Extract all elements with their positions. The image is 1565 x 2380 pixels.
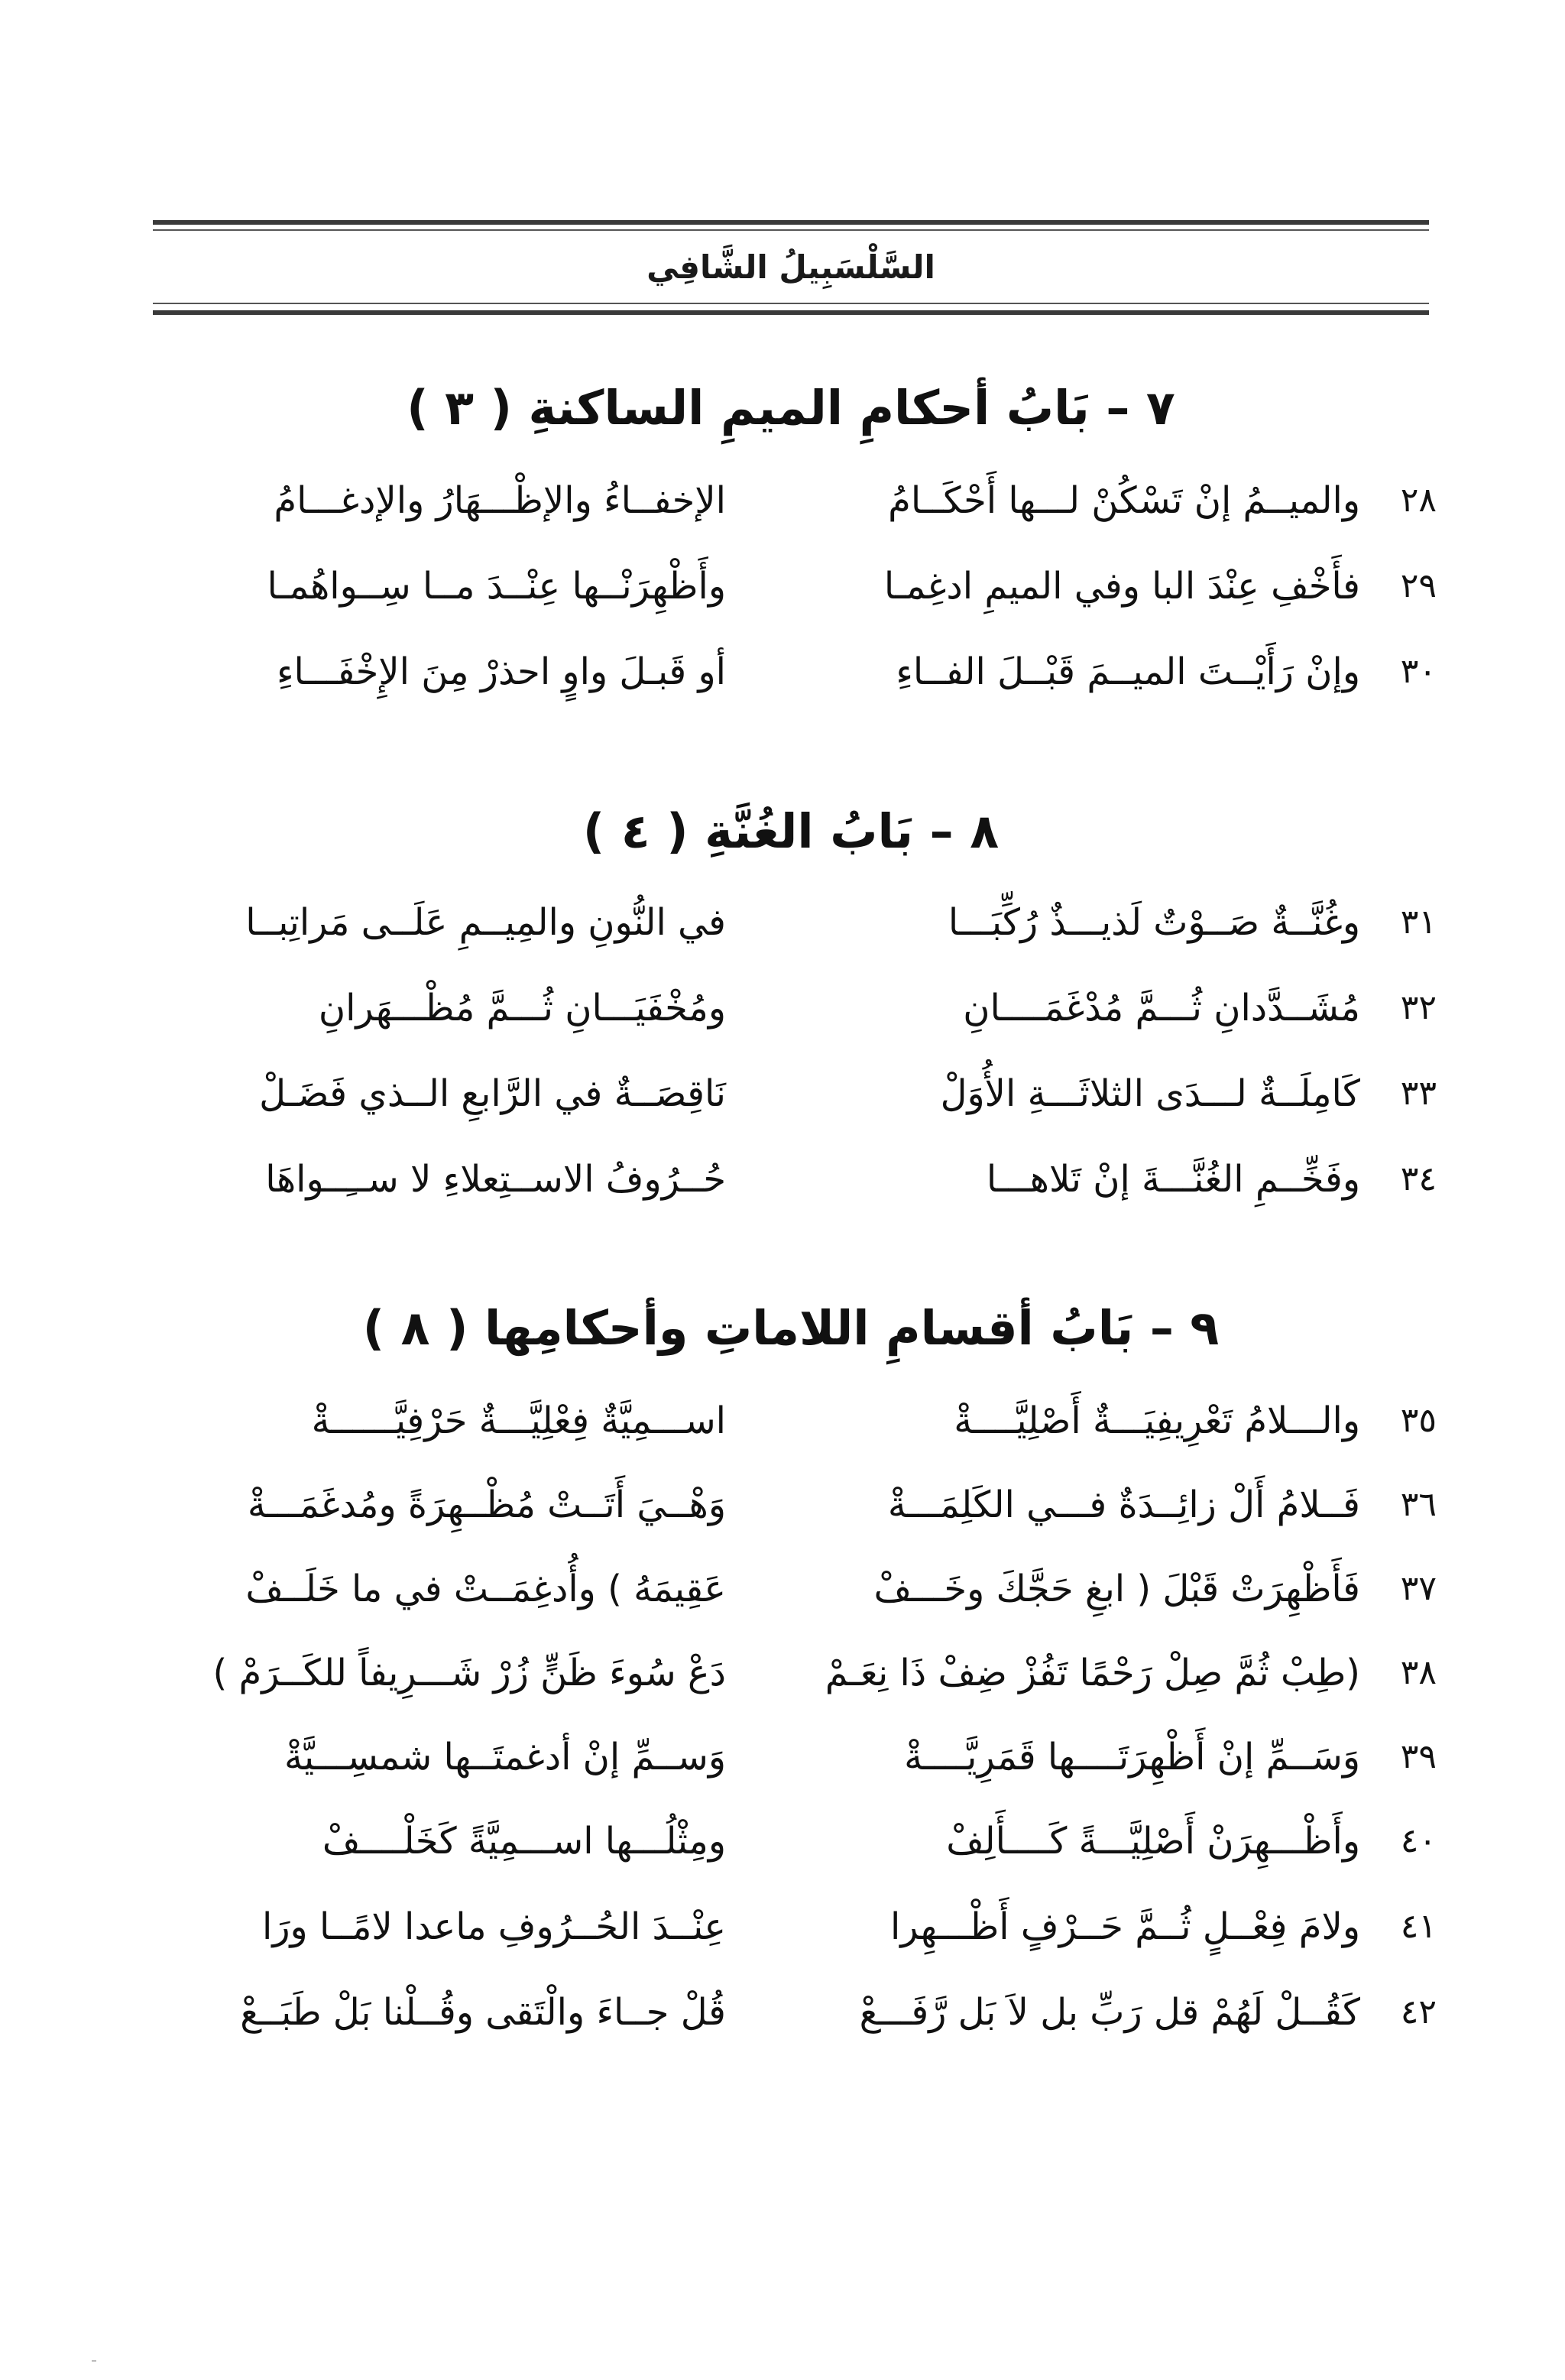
verse-number: ٣٣ [1400, 1074, 1437, 1113]
first-hemistich: وفَخِّــمِ الغُنَّـــةَ إنْ تَلاهـــا [986, 1158, 1360, 1201]
header-top-rule-thin [153, 229, 1429, 231]
book-title: السَّلْسَبِيلُ الشَّافِي [646, 248, 935, 286]
verse-line [145, 888, 1437, 957]
first-hemistich: والميــمُ إنْ تَسْكُنْ لـــها أَحْكَــامُ [888, 479, 1360, 522]
first-hemistich: فَأَظْهِرَتْ قَبْلَ ( ابغِ حَجَّكَ وخَـــفْ [873, 1568, 1360, 1610]
header-top-rule-thick [153, 220, 1429, 225]
running-header [153, 217, 1429, 321]
second-hemistich: اســـمِيَّةٌ فِعْلِيَّـــةٌ حَرْفِيَّــــــةْ [311, 1399, 726, 1442]
second-hemistich: نَاقِصَــةٌ في الرَّابعِ الــذي فَضَـلْ [259, 1072, 726, 1115]
second-hemistich: عِنْــدَ الحُــرُوفِ ماعدا لامًــا ورَا [261, 1905, 726, 1948]
second-hemistich: الإخفــاءُ والإظْـــهَارُ والإدغـــامُ [274, 479, 726, 522]
verse-line [145, 1639, 1437, 1707]
verse-line [145, 466, 1437, 535]
first-hemistich: وَسَــمِّ إنْ أَظْهِرَتَــــها قَمَرِيَّــــةْ [904, 1736, 1360, 1779]
second-hemistich: ومِثْلُـــها اســـمِيَّةً كَخَلْــــفْ [322, 1820, 726, 1863]
verse-line [145, 1978, 1437, 2047]
verse-number: ٣٦ [1400, 1485, 1437, 1524]
second-hemistich: في النُّونِ والمِيــمِ عَلَــى مَراتِبــا [245, 901, 726, 944]
verse-number: ٤١ [1400, 1907, 1437, 1946]
verse-number: ٣٠ [1400, 652, 1437, 691]
first-hemistich: وأَظْـــهِرَنْ أَصْلِيَّـــةً كَــــأَلِفْ [946, 1820, 1360, 1863]
second-hemistich: دَعْ سُوءَ ظَنٍّ زُرْ شَـــرِيفاً للكَــرَمْ ) [212, 1652, 726, 1694]
section-title: ٧ – بَابُ أحكامِ الميمِ الساكنةِ ( ٣ ) [407, 380, 1175, 436]
second-hemistich: قُلْ جــاءَ والْتَقى وقُــلْنا بَلْ طَبَــعْ [240, 1991, 726, 2034]
first-hemistich: والـــلامُ تَعْرِيفِيَـــةٌ أَصْلِيَّــــةْ [954, 1399, 1360, 1442]
section-title: ٩ – بَابُ أقسامِ اللاماتِ وأحكامِها ( ٨ ) [362, 1300, 1220, 1356]
verse-line [145, 1386, 1437, 1455]
verse-number: ٣٤ [1400, 1159, 1437, 1198]
verse-line [145, 1555, 1437, 1623]
first-hemistich: وإنْ رَأَيْــتَ الميــمَ قَبْــلَ الفــاءِ [896, 650, 1360, 693]
verse-line [145, 974, 1437, 1042]
section-title: ٨ – بَابُ الغُنَّةِ ( ٤ ) [582, 803, 1000, 859]
verse-number: ٤٢ [1400, 1993, 1437, 2031]
first-hemistich: فأَخْفِ عِنْدَ البا وفي الميمِ ادغِمـا [883, 565, 1360, 608]
verse-line [145, 1145, 1437, 1214]
first-hemistich: كَامِلَــةٌ لـــدَى الثلاثَـــةِ الأُوَلْ [940, 1072, 1360, 1115]
second-hemistich: عَقِيمَهُ ) وأُدغِمَــتْ في ما خَلَــفْ [245, 1568, 726, 1610]
header-bottom-rule-thin [153, 303, 1429, 304]
verse-number: ٣١ [1400, 903, 1437, 942]
verse-number: ٤٠ [1400, 1821, 1437, 1860]
scan-mark [92, 2360, 96, 2362]
header-bottom-rule-thick [153, 310, 1429, 315]
verse-line [145, 1723, 1437, 1791]
verse-number: ٣٨ [1400, 1653, 1437, 1692]
verse-line [145, 1807, 1437, 1876]
first-hemistich: كَقُــلْ لَهُمْ قل رَبِّ بل لاَ بَل رَّفَـــعْ [859, 1991, 1360, 2034]
first-hemistich: (طِبْ ثُمَّ صِلْ رَحْمًا تَفُزْ ضِفْ ذَا نِعَـمْ [825, 1652, 1360, 1694]
first-hemistich: ولامَ فِعْــلٍ ثُــمَّ حَــرْفٍ أَظْـــهِرا [889, 1905, 1360, 1948]
verse-line [145, 552, 1437, 621]
first-hemistich: وغُنَّــةٌ صَــوْتٌ لَذيـــذٌ رُكِّبَـــا [948, 901, 1360, 944]
second-hemistich: وأَظْهِرَنْــها عِنْــدَ مــا سِــواهُمـا [267, 565, 726, 608]
verse-line [145, 637, 1437, 706]
verse-number: ٢٨ [1400, 481, 1437, 520]
verse-line [145, 1470, 1437, 1539]
second-hemistich: وَســمِّ إنْ أدغمتَــها شمسِـــيَّةْ [284, 1736, 726, 1779]
verse-line [145, 1892, 1437, 1961]
verse-number: ٣٥ [1400, 1401, 1437, 1440]
second-hemistich: أو قَبـلَ واوٍ احذرْ مِنَ الإِخْفَـــاءِ [276, 650, 726, 693]
second-hemistich: ومُخْفَيَـــانِ ثُـــمَّ مُظْـــهَرانِ [318, 987, 726, 1029]
verse-number: ٣٩ [1400, 1737, 1437, 1776]
second-hemistich: حُــرُوفُ الاســتِعلاءِ لا ســِــواهَا [265, 1158, 726, 1201]
first-hemistich: فَــلامُ أَلْ زائِــدَةٌ فـــي الكَلِمَـــةْ [887, 1483, 1360, 1526]
verse-line [145, 1059, 1437, 1128]
second-hemistich: وَهْــيَ أَتَــتْ مُظْــهِرَةً ومُدغَمَـــةْ [247, 1483, 726, 1526]
verse-number: ٢٩ [1400, 566, 1437, 605]
first-hemistich: مُشَــدَّدانِ ثُـــمَّ مُدْغَمَــــانِ [963, 987, 1360, 1029]
verse-number: ٣٧ [1400, 1569, 1437, 1608]
verse-number: ٣٢ [1400, 988, 1437, 1027]
